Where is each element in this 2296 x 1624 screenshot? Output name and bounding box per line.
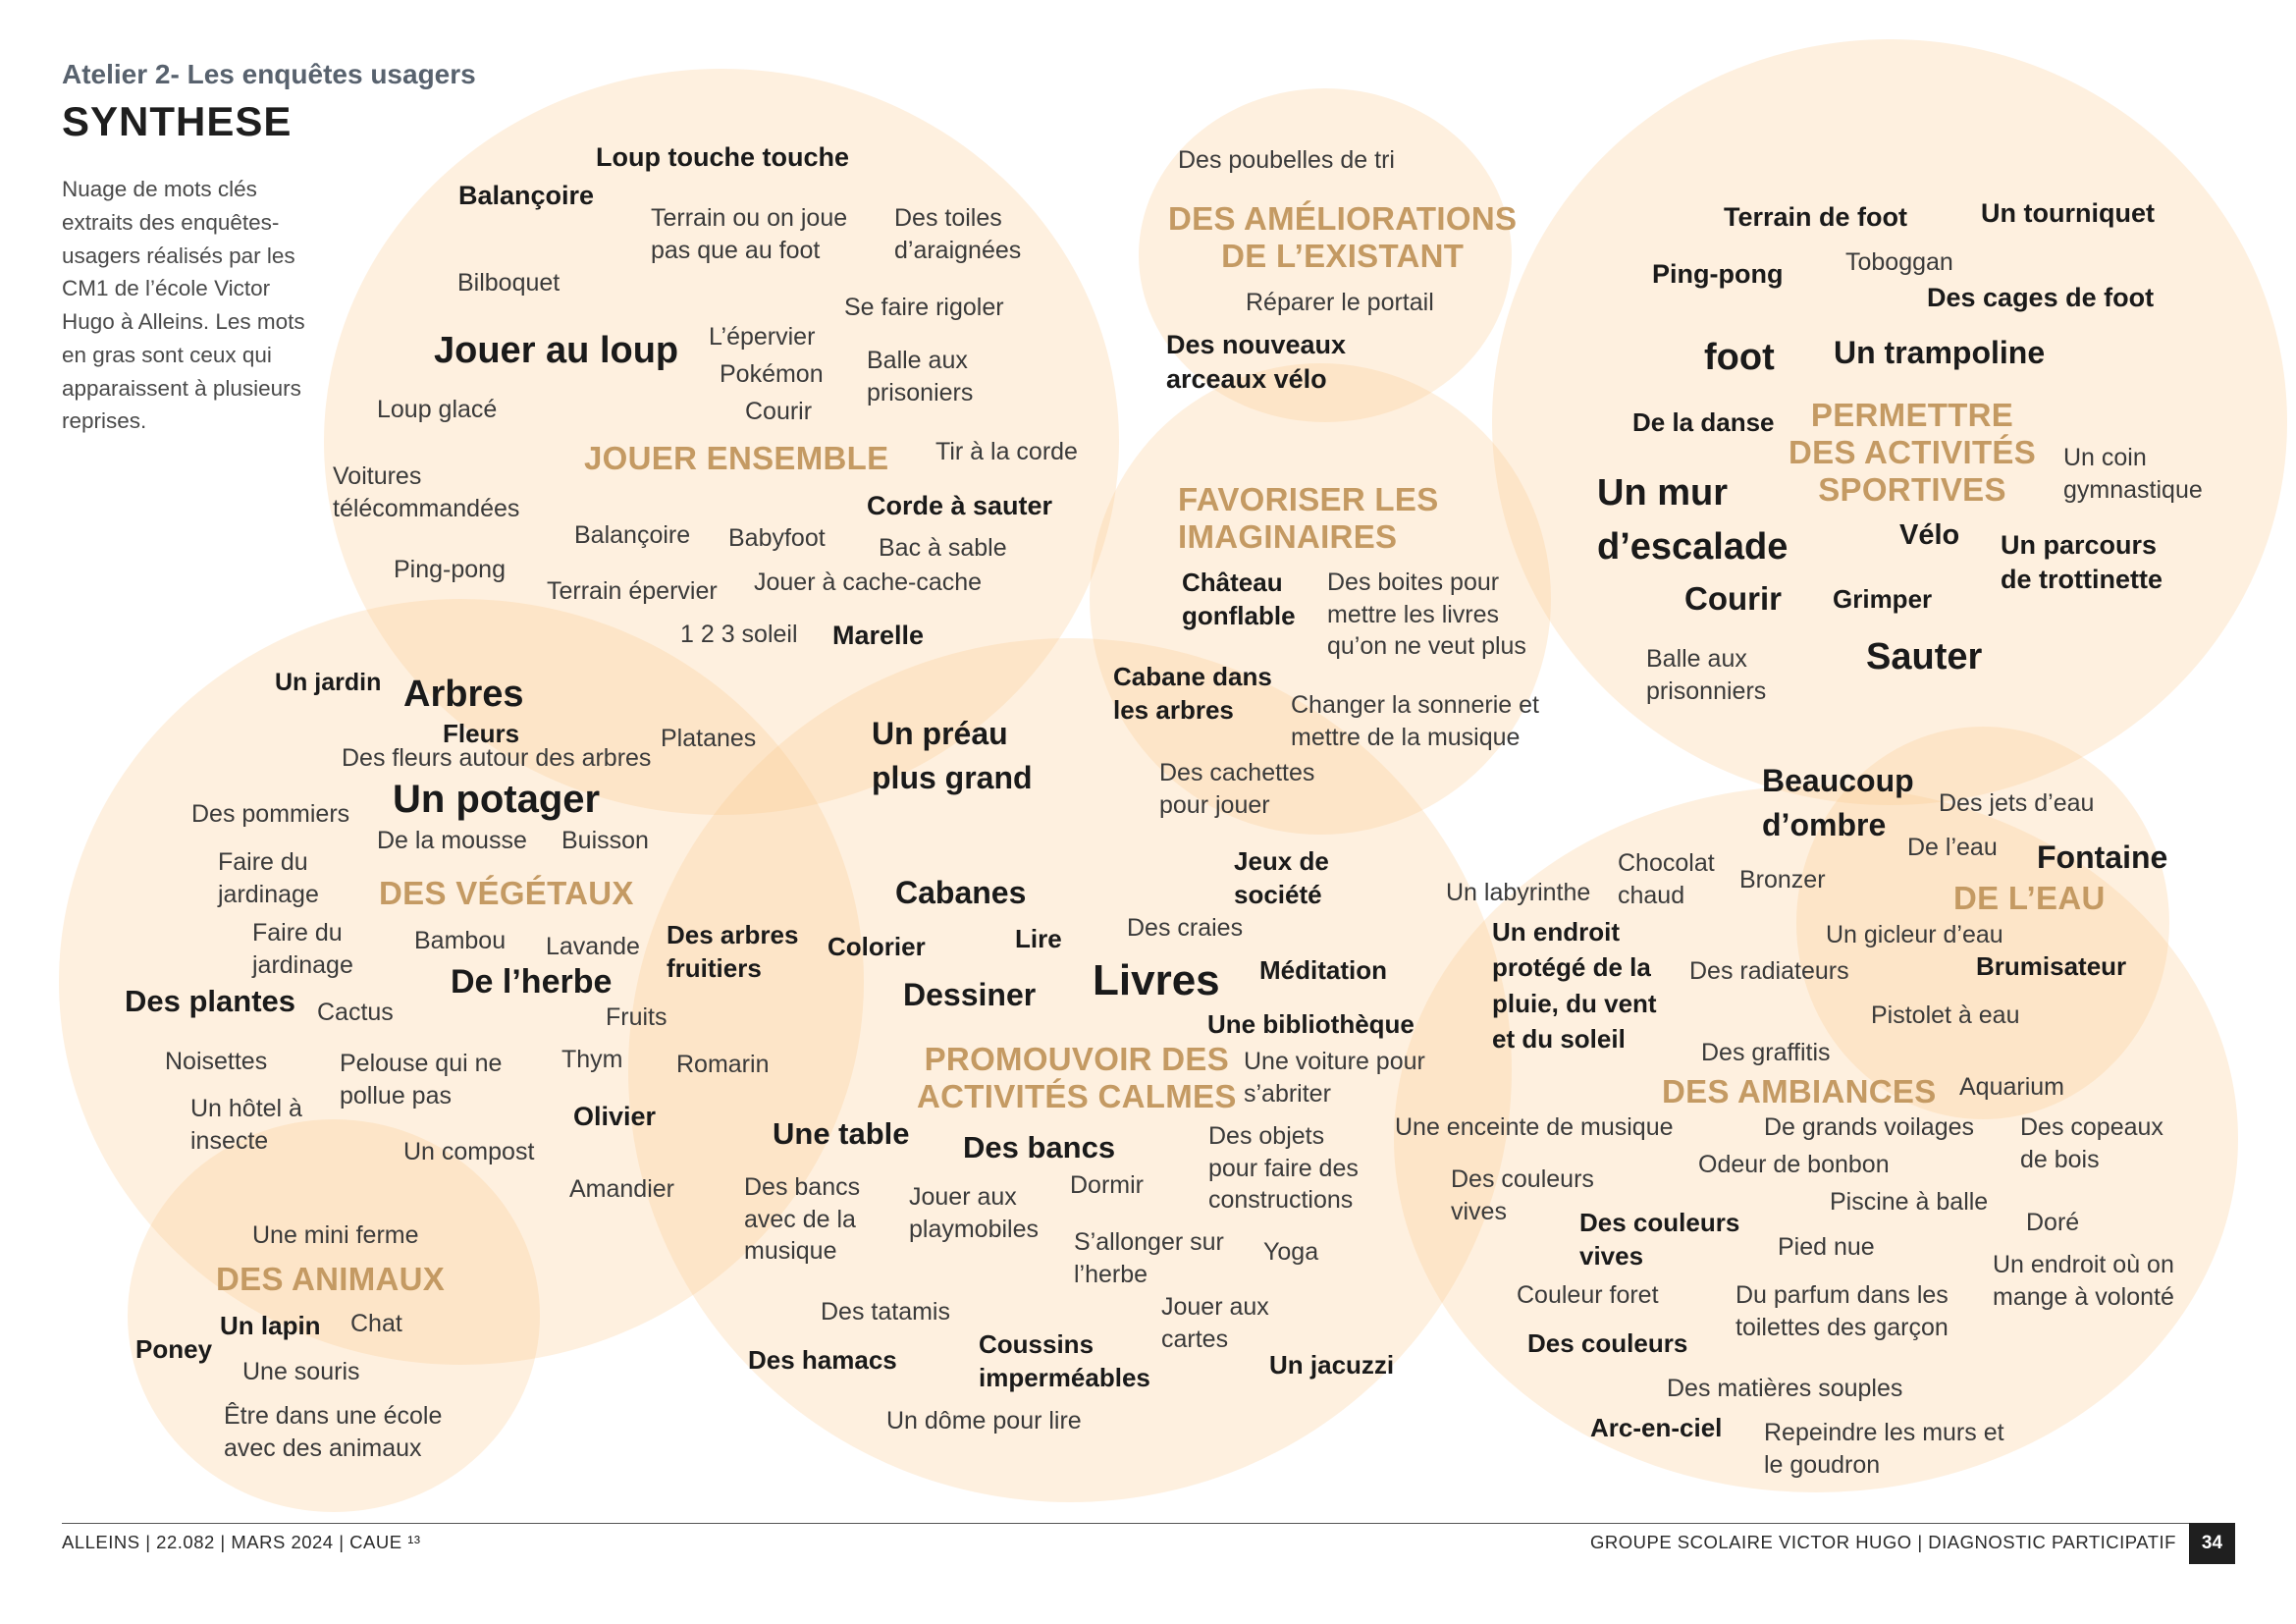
page-description: Nuage de mots clés extraits des enquêtes- usagers réalisés par les CM1 de l’école Victor Hugo à Alleins. Les mots en gras sont ceux qui apparaissent à plusieurs reprises. — [62, 177, 305, 434]
word: Un trampoline — [1834, 335, 2046, 370]
word: Corde à sauter — [867, 491, 1053, 520]
word: Un endroit où on mange à volonté — [1993, 1251, 2174, 1311]
word: Colorier — [828, 932, 926, 961]
word: L’épervier — [709, 323, 816, 351]
category-label: DES VÉGÉTAUX — [379, 875, 634, 911]
word: Des bancs avec de la musique — [744, 1173, 861, 1265]
word: Un dôme pour lire — [886, 1407, 1082, 1435]
word: Loup glacé — [377, 396, 498, 423]
word: Des tatamis — [821, 1298, 950, 1326]
word: Balançoire — [458, 181, 595, 210]
word: Pistolet à eau — [1871, 1001, 2020, 1029]
word: Se faire rigoler — [844, 294, 1004, 321]
word: Amandier — [569, 1175, 674, 1203]
word: Changer la sonnerie et mettre de la musique — [1291, 691, 1539, 751]
category-label: DES ANIMAUX — [216, 1261, 446, 1297]
word: Jouer aux cartes — [1161, 1293, 1269, 1353]
word: Des toiles d’araignées — [894, 204, 1022, 264]
word: Une table — [773, 1116, 910, 1151]
word: Balle aux prisoniers — [867, 347, 974, 406]
word: Des hamacs — [748, 1345, 897, 1375]
page-subtitle: Atelier 2- Les enquêtes usagers — [62, 59, 476, 89]
word: Tir à la corde — [935, 438, 1078, 465]
footer-left: ALLEINS | 22.082 | MARS 2024 | CAUE ¹³ — [62, 1532, 421, 1552]
word: Cactus — [317, 999, 394, 1026]
word: Jeux de société — [1234, 846, 1329, 909]
word: Une enceinte de musique — [1395, 1113, 1674, 1141]
word: Des pommiers — [191, 800, 350, 828]
category-label: PROMOUVOIR DES ACTIVITÉS CALMES — [917, 1041, 1237, 1114]
word: Faire du jardinage — [252, 919, 353, 979]
word: Un potager — [393, 778, 601, 821]
word: Balle aux prisonniers — [1646, 645, 1767, 705]
word: Un coin gymnastique — [2063, 444, 2203, 504]
word: Chocolat chaud — [1618, 849, 1715, 909]
word: Chat — [350, 1310, 402, 1337]
word: Arc-en-ciel — [1590, 1413, 1723, 1442]
word: Grimper — [1833, 584, 1933, 614]
word: Terrain de foot — [1724, 202, 1908, 232]
word: De la mousse — [377, 827, 527, 854]
word: Thym — [561, 1046, 623, 1073]
word: Lire — [1015, 924, 1062, 953]
word: Dormir — [1070, 1171, 1144, 1199]
word: Une voiture pour s’abriter — [1244, 1048, 1425, 1108]
word: 1 2 3 soleil — [680, 621, 798, 648]
word: Un hôtel à insecte — [190, 1095, 302, 1155]
word: Platanes — [661, 725, 757, 752]
word: Ping-pong — [394, 556, 506, 583]
word: Un jacuzzi — [1269, 1350, 1395, 1380]
word: Des cages de foot — [1927, 283, 2155, 312]
word: Odeur de bonbon — [1698, 1151, 1890, 1178]
footer-divider — [62, 1523, 2234, 1524]
word: Un tourniquet — [1981, 198, 2155, 228]
word: Des couleurs vives — [1451, 1165, 1594, 1225]
word: Un préau plus grand — [872, 716, 1033, 795]
word: Une mini ferme — [252, 1221, 419, 1249]
word: Vélo — [1899, 519, 1960, 551]
category-label: DES AMÉLIORATIONS DE L’EXISTANT — [1168, 200, 1518, 274]
category-label: JOUER ENSEMBLE — [584, 440, 889, 476]
word: Des matières souples — [1667, 1375, 1903, 1402]
word: Des copeaux de bois — [2020, 1113, 2163, 1173]
page-number: 34 — [2189, 1523, 2235, 1564]
word: Bambou — [414, 927, 507, 954]
word: Des jets d’eau — [1939, 789, 2095, 817]
word: Un gicleur d’eau — [1826, 921, 2003, 948]
word: Fontaine — [2037, 839, 2168, 875]
word: Des bancs — [963, 1130, 1116, 1164]
word: Des radiateurs — [1689, 957, 1849, 985]
word: De la danse — [1632, 407, 1775, 437]
category-label: PERMETTRE DES ACTIVITÉS SPORTIVES — [1789, 397, 2037, 508]
word: Un mur d’escalade — [1597, 472, 1789, 568]
word: Lavande — [546, 933, 640, 960]
word: Des objets pour faire des constructions — [1208, 1122, 1359, 1214]
footer-right: GROUPE SCOLAIRE VICTOR HUGO | DIAGNOSTIC PARTICIPATIF — [1589, 1532, 2176, 1552]
word: Des nouveaux arceaux vélo — [1166, 330, 1347, 395]
word: Une bibliothèque — [1207, 1009, 1415, 1039]
word: Brumisateur — [1976, 951, 2127, 981]
word: Ping-pong — [1652, 259, 1784, 289]
word: Des graffitis — [1701, 1039, 1831, 1066]
category-label: FAVORISER LES IMAGINAIRES — [1178, 481, 1439, 555]
word: Un endroit protégé de la pluie, du vent et du soleil — [1492, 917, 1657, 1055]
word: Toboggan — [1845, 248, 1953, 276]
word: Voitures télécommandées — [333, 462, 520, 522]
word: Pied nue — [1778, 1233, 1875, 1261]
word: Olivier — [573, 1102, 657, 1131]
word: Arbres — [403, 674, 524, 715]
word: De l’herbe — [451, 963, 613, 1001]
word: De l’eau — [1907, 834, 1998, 861]
word: Repeindre les murs et le goudron — [1764, 1419, 2004, 1479]
word: Bilboquet — [457, 269, 561, 297]
category-label: DE L’EAU — [1953, 880, 2106, 916]
word: Marelle — [832, 621, 925, 650]
word: foot — [1704, 337, 1775, 378]
word: Des craies — [1127, 914, 1244, 942]
word: Un parcours de trottinette — [2001, 530, 2163, 595]
word: Jouer à cache-cache — [754, 568, 983, 596]
word: Fleurs — [443, 719, 520, 748]
word: Des arbres fruitiers — [667, 920, 799, 983]
word: Dessiner — [903, 977, 1037, 1012]
word: Pelouse qui ne pollue pas — [340, 1050, 503, 1110]
page-title: SYNTHESE — [62, 98, 293, 144]
word: Aquarium — [1959, 1073, 2064, 1101]
word: Piscine à balle — [1830, 1188, 1989, 1216]
word: Un lapin — [220, 1311, 321, 1340]
word: Noisettes — [165, 1048, 268, 1075]
word: Un labyrinthe — [1446, 879, 1591, 906]
word: Réparer le portail — [1246, 289, 1434, 316]
word: Yoga — [1263, 1238, 1319, 1266]
word: Livres — [1093, 956, 1220, 1004]
word: Couleur foret — [1517, 1281, 1659, 1309]
word: Poney — [135, 1334, 213, 1364]
word: Faire du jardinage — [218, 848, 319, 908]
word: Pokémon — [720, 360, 824, 388]
word: Un jardin — [275, 669, 382, 696]
word: Des plantes — [125, 984, 296, 1018]
word: Des couleurs — [1527, 1328, 1688, 1358]
word: Jouer au loup — [434, 330, 679, 371]
word: Balançoire — [574, 521, 691, 549]
word: Des fleurs autour des arbres — [342, 744, 652, 772]
word: Des poubelles de tri — [1178, 146, 1395, 174]
word: Loup touche touche — [596, 142, 849, 172]
word: Un compost — [403, 1138, 535, 1165]
category-label: DES AMBIANCES — [1662, 1073, 1937, 1110]
word: Bac à sable — [879, 534, 1007, 562]
word: Méditation — [1259, 955, 1387, 985]
word: Coussins imperméables — [979, 1329, 1150, 1392]
word: Courir — [1684, 580, 1782, 617]
word: Terrain ou on joue pas que au foot — [651, 204, 848, 264]
word: S’allonger sur l’herbe — [1074, 1228, 1224, 1288]
word: Château gonflable — [1182, 568, 1296, 630]
word: Jouer aux playmobiles — [909, 1183, 1040, 1243]
word: Sauter — [1866, 636, 1983, 677]
word: Doré — [2026, 1209, 2080, 1236]
word: Courir — [745, 398, 813, 425]
word: Buisson — [561, 827, 649, 854]
word: Des boites pour mettre les livres qu’on ne veut plus — [1327, 568, 1526, 660]
word: Romarin — [676, 1051, 770, 1078]
word: Bronzer — [1739, 866, 1826, 893]
word: Beaucoup d’ombre — [1762, 763, 1914, 842]
word: Des couleurs vives — [1579, 1208, 1740, 1271]
word: Des cachettes pour jouer — [1159, 759, 1315, 819]
word: Du parfum dans les toilettes des garçon — [1735, 1281, 1949, 1341]
word: Être dans une école avec des animaux — [224, 1402, 443, 1462]
word: Fruits — [606, 1003, 667, 1031]
word: Terrain épervier — [547, 577, 718, 605]
word: Cabanes — [895, 875, 1027, 910]
word: Une souris — [242, 1358, 360, 1385]
word: De grands voilages — [1764, 1113, 1975, 1141]
word: Cabane dans les arbres — [1113, 662, 1272, 725]
word: Babyfoot — [728, 524, 826, 552]
